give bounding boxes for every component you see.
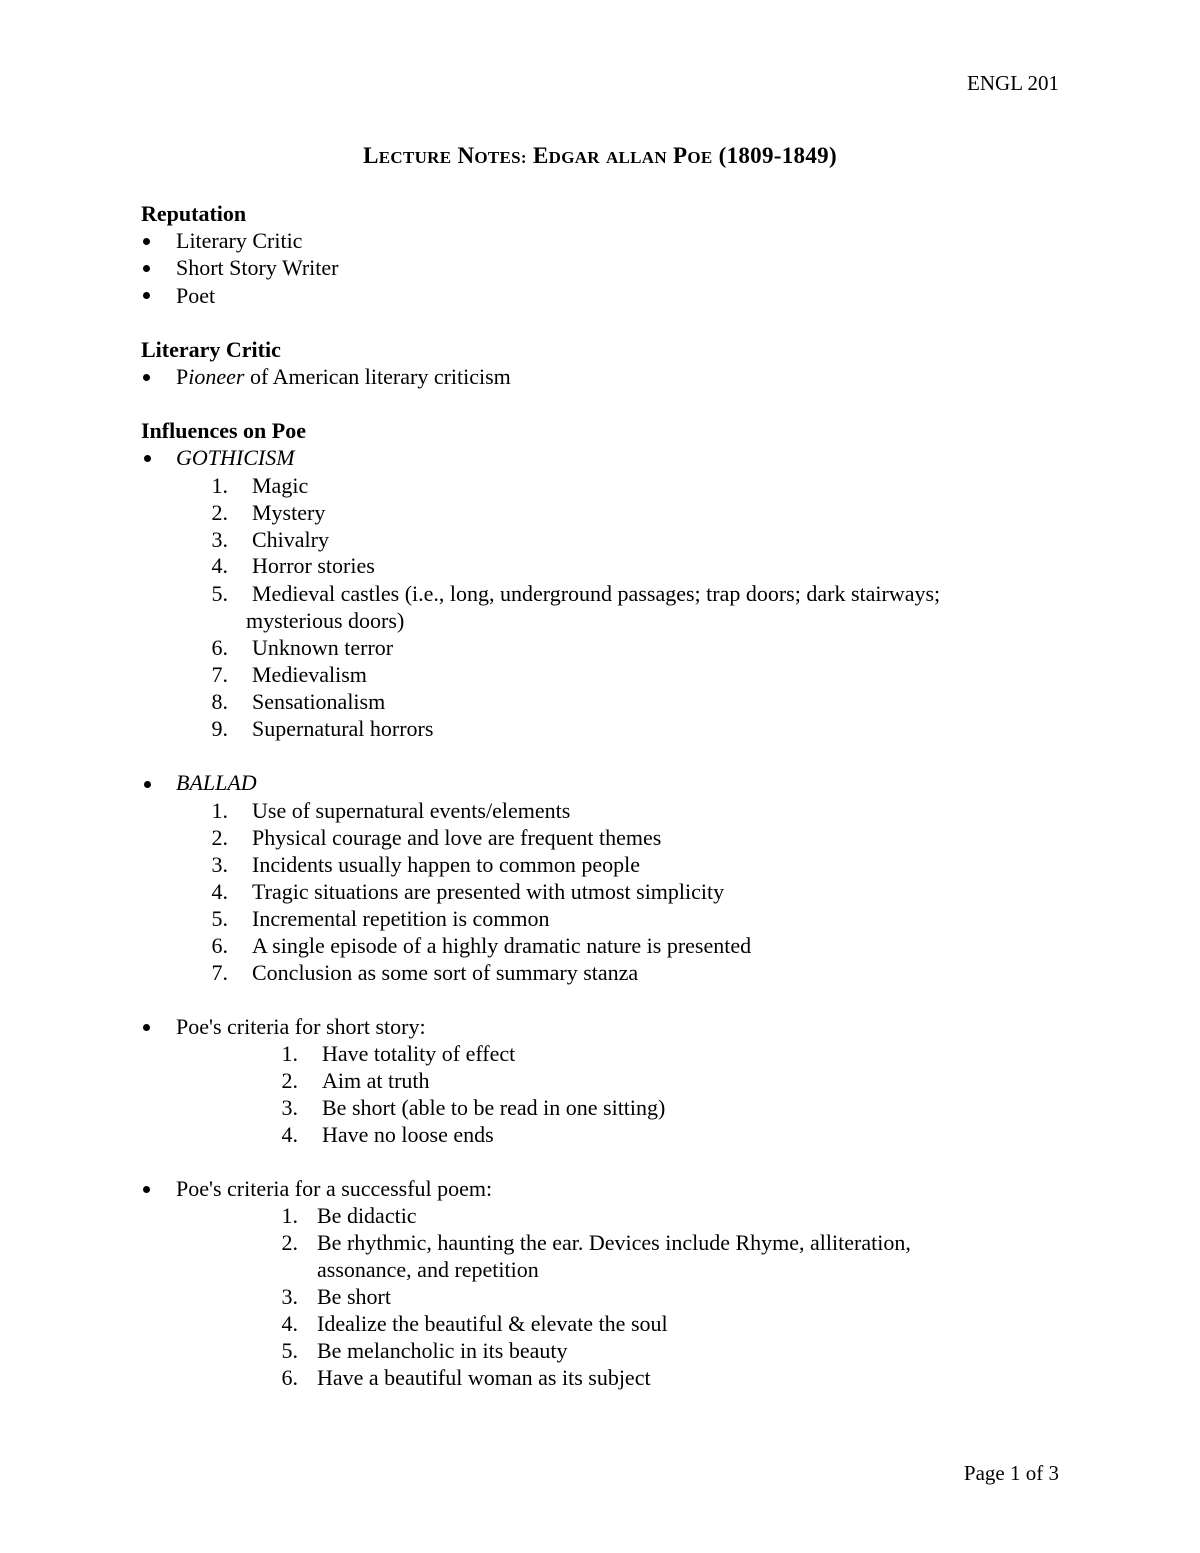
gothicism-item: Unknown terror (252, 635, 394, 660)
gothicism-item-continuation: mysterious doors) (246, 608, 405, 633)
bullet-icon (143, 238, 150, 245)
bullet-icon (143, 1024, 150, 1031)
title-cap-p: P (673, 143, 688, 168)
poem-item: Be short (317, 1284, 391, 1309)
list-number: 1. (211, 798, 228, 823)
ballad-item: Use of supernatural events/elements (252, 798, 571, 823)
list-number: 4. (281, 1311, 298, 1336)
ballad-label: BALLAD (176, 770, 257, 795)
title-years: (1809-1849) (718, 143, 837, 168)
ballad-item: Tragic situations are presented with utmost simplicity (252, 879, 725, 904)
ballad-item: Physical courage and love are frequent themes (252, 825, 662, 850)
gothicism-item: Sensationalism (252, 689, 386, 714)
bullet-icon (143, 265, 150, 272)
title-cap-l: L (363, 143, 379, 168)
list-number: 3. (211, 527, 228, 552)
reputation-heading: Reputation (141, 201, 247, 226)
list-number: 5. (211, 906, 228, 931)
bullet-icon (143, 374, 150, 381)
list-number: 6. (281, 1365, 298, 1390)
pioneer-rest: of American literary criticism (244, 364, 511, 389)
page-number: Page 1 of 3 (963, 1461, 1059, 1485)
list-number: 7. (211, 662, 228, 687)
list-number: 3. (281, 1095, 298, 1120)
list-number: 8. (211, 689, 228, 714)
gothicism-item: Magic (252, 473, 309, 498)
list-number: 4. (211, 553, 228, 578)
bullet-icon (143, 1186, 150, 1193)
bullet-icon (143, 292, 150, 299)
list-number: 1. (281, 1203, 298, 1228)
title-dgar: DGAR (548, 148, 600, 167)
list-number: 1. (281, 1041, 298, 1066)
short-story-item: Be short (able to be read in one sitting) (322, 1095, 666, 1120)
ballad-item: Conclusion as some sort of summary stanza (252, 960, 639, 985)
gothicism-item: Supernatural horrors (252, 716, 434, 741)
list-number: 1. (211, 473, 228, 498)
list-number: 2. (281, 1068, 298, 1093)
list-number: 2. (211, 500, 228, 525)
list-number: 6. (211, 933, 228, 958)
poem-item: Be melancholic in its beauty (317, 1338, 568, 1363)
gothicism-item: Medievalism (252, 662, 367, 687)
list-number: 2. (211, 825, 228, 850)
short-story-item: Have no loose ends (322, 1122, 494, 1147)
gothicism-item: Mystery (252, 500, 326, 525)
short-story-label: Poe's criteria for short story: (176, 1014, 426, 1039)
ballad-item: Incidents usually happen to common people (252, 852, 640, 877)
list-number: 5. (211, 581, 228, 606)
poem-item: Idealize the beautiful & elevate the soul (317, 1311, 668, 1336)
ballad-item: A single episode of a highly dramatic nature is presented (252, 933, 752, 958)
bullet-icon (144, 781, 151, 788)
reputation-item: Literary Critic (176, 228, 303, 253)
gothicism-item: Horror stories (252, 553, 375, 578)
poem-item: Be rhythmic, haunting the ear. Devices include Rhyme, alliteration, (317, 1230, 911, 1255)
literary-critic-heading: Literary Critic (141, 337, 281, 362)
ballad-item: Incremental repetition is common (252, 906, 550, 931)
literary-critic-item (176, 364, 511, 390)
page-title (0, 143, 1200, 171)
title-allan: ALLAN (605, 148, 667, 167)
short-story-item: Aim at truth (322, 1068, 430, 1093)
reputation-item: Poet (176, 283, 216, 308)
influences-heading: Influences on Poe (141, 418, 306, 443)
list-number: 3. (211, 852, 228, 877)
reputation-item: Short Story Writer (176, 255, 339, 280)
title-notes: OTES: (474, 148, 527, 167)
list-number: 4. (211, 879, 228, 904)
bullet-icon (144, 455, 151, 462)
list-number: 3. (281, 1284, 298, 1309)
title-oe: OE (687, 148, 713, 167)
list-number: 5. (281, 1338, 298, 1363)
title-cap-e: E (532, 143, 549, 168)
poem-item-continuation: assonance, and repetition (317, 1257, 539, 1282)
list-number: 4. (281, 1122, 298, 1147)
short-story-item: Have totality of effect (322, 1041, 516, 1066)
gothicism-item: Chivalry (252, 527, 329, 552)
title-lecture: ECTURE (378, 148, 452, 167)
poem-item: Be didactic (317, 1203, 417, 1228)
title-cap-n: N (457, 143, 475, 168)
poem-label: Poe's criteria for a successful poem: (176, 1176, 493, 1201)
pioneer-prefix: P (176, 364, 189, 389)
gothicism-label: GOTHICISM (176, 445, 295, 470)
list-number: 2. (281, 1230, 298, 1255)
gothicism-item: Medieval castles (i.e., long, underground passages; trap doors; dark stairways; (252, 581, 941, 606)
pioneer-italic: ioneer (188, 364, 245, 389)
list-number: 6. (211, 635, 228, 660)
list-number: 9. (211, 716, 228, 741)
poem-item: Have a beautiful woman as its subject (317, 1365, 651, 1390)
course-header: ENGL 201 (967, 71, 1059, 95)
list-number: 7. (211, 960, 228, 985)
